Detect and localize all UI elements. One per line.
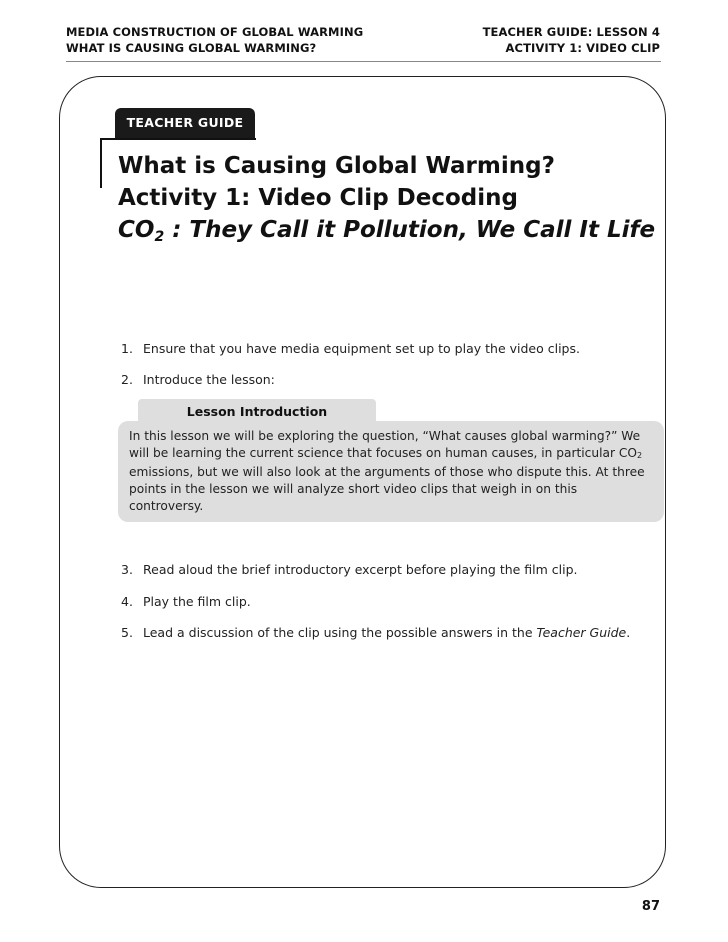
- teacher-guide-tab: TEACHER GUIDE: [115, 108, 255, 138]
- step-2: [121, 372, 275, 387]
- step-5: [121, 625, 630, 640]
- step-text: Introduce the lesson:: [143, 372, 275, 387]
- step-number: 5.: [121, 625, 133, 640]
- title-line-1: What is Causing Global Warming?: [118, 153, 555, 179]
- page-number: 87: [641, 899, 660, 914]
- title-bracket: [100, 138, 102, 188]
- title-line-2: Activity 1: Video Clip Decoding: [118, 185, 518, 211]
- title-subtitle-text: : They Call it Pollution, We Call It Life: [164, 217, 656, 243]
- step-number: 1.: [121, 341, 133, 356]
- step-3: [121, 562, 578, 577]
- lesson-intro-text-1: In this lesson we will be exploring the question, “What causes global warming?” We will be learning the current science that focuses on human causes, in particular CO: [129, 429, 641, 460]
- page-title: [118, 150, 656, 253]
- header-unit-title: WHAT IS CAUSING GLOBAL WARMING?: [66, 41, 317, 55]
- step-text-emphasis: Teacher Guide: [536, 625, 627, 640]
- title-co-text: CO: [118, 217, 155, 243]
- header-right: [483, 24, 660, 56]
- title-co-subscript: 2: [154, 229, 165, 245]
- header-activity: ACTIVITY 1: VIDEO CLIP: [505, 41, 660, 55]
- step-text: Read aloud the brief introductory excerpt before playing the film clip.: [143, 562, 578, 577]
- lesson-intro-subscript: 2: [636, 451, 643, 460]
- header-divider: [66, 61, 661, 62]
- lesson-intro-text-2: emissions, but we will also look at the arguments of those who dispute this. At three points in the lesson we will analyze short video clips that weigh in on this controversy.: [129, 465, 645, 513]
- step-number: 4.: [121, 594, 133, 609]
- step-1: [121, 341, 580, 356]
- step-number: 2.: [121, 372, 133, 387]
- header-guide-lesson: TEACHER GUIDE: LESSON 4: [482, 25, 660, 39]
- title-line-3: [118, 214, 656, 253]
- step-text: Lead a discussion of the clip using the possible answers in the: [143, 625, 537, 640]
- step-number: 3.: [121, 562, 133, 577]
- tab-underline: [100, 138, 256, 140]
- step-text: Ensure that you have media equipment set up to play the video clips.: [143, 341, 580, 356]
- header-series-title: MEDIA CONSTRUCTION OF GLOBAL WARMING: [66, 25, 364, 39]
- step-4: [121, 594, 251, 609]
- header-left: [66, 24, 363, 56]
- step-text: Play the film clip.: [143, 594, 251, 609]
- lesson-intro-box: [118, 421, 664, 522]
- lesson-intro-heading: Lesson Introduction: [138, 399, 376, 423]
- step-text-end: .: [626, 625, 631, 640]
